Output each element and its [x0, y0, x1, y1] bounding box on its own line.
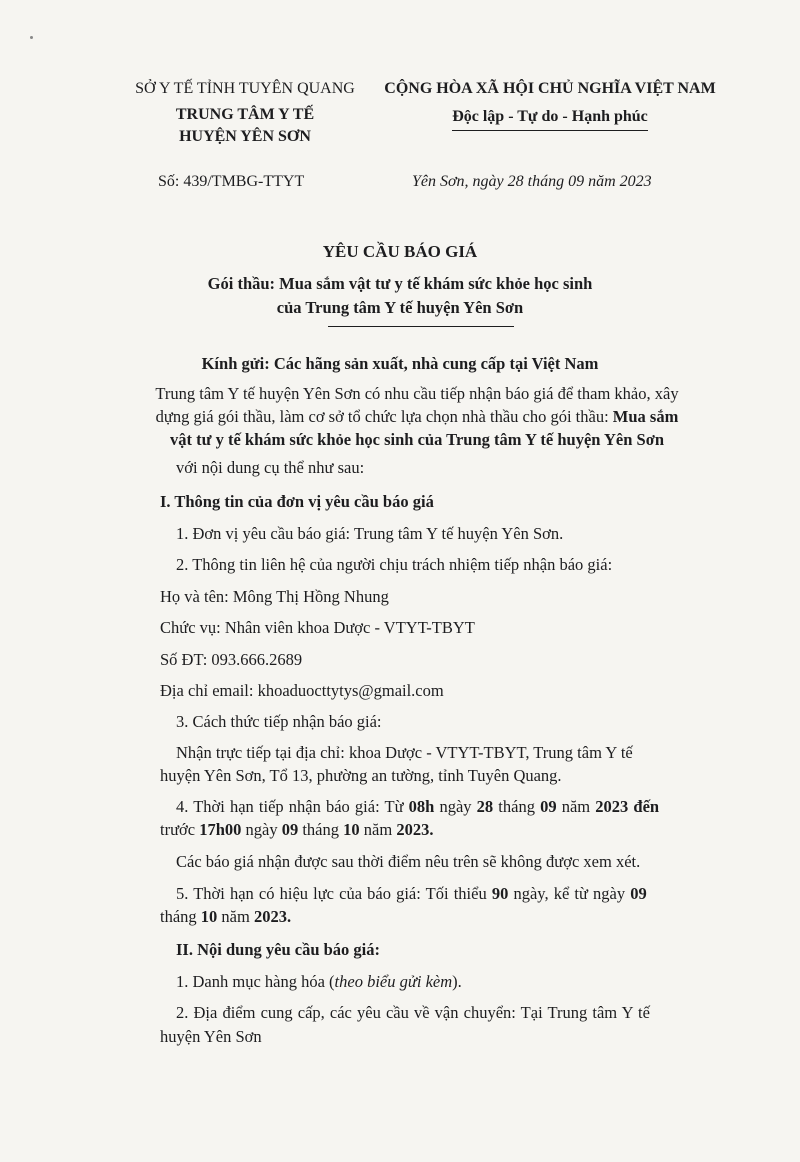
- item4-start-month: 09: [540, 797, 557, 816]
- item4-text-h: tháng: [302, 820, 340, 839]
- intro-line3: vật tư y tế khám sức khỏe học sinh của Trung tâm Y tế huyện Yên Sơn: [169, 430, 665, 449]
- section1-item5-line1: [176, 884, 647, 904]
- item4-text-f: trước: [160, 820, 196, 839]
- section1-item4-line2: [160, 820, 433, 840]
- section2-heading: II. Nội dung yêu cầu báo giá:: [176, 940, 381, 959]
- item4-start-day: 28: [476, 797, 494, 816]
- section1-item1: 1. Đơn vị yêu cầu báo giá: Trung tâm Y tế huyện Yên Sơn.: [176, 524, 564, 543]
- intro-line2: [128, 405, 706, 428]
- national-motto: Độc lập - Tự do - Hạnh phúc: [452, 106, 648, 131]
- item4-text-g: ngày: [245, 820, 278, 839]
- section2-item2-line2: huyện Yên Sơn: [160, 1027, 262, 1046]
- parent-agency: SỞ Y TẾ TỈNH TUYÊN QUANG: [135, 80, 355, 97]
- document-title: YÊU CẦU BÁO GIÁ: [322, 242, 478, 261]
- item5-text-d: năm: [221, 907, 250, 926]
- section1-item4-line1: [176, 797, 659, 817]
- section1-heading: I. Thông tin của đơn vị yêu cầu báo giá: [160, 492, 434, 511]
- document-number: Số: 439/TMBG-TTYT: [158, 173, 305, 190]
- republic-title: CỘNG HÒA XÃ HỘI CHỦ NGHĨA VIỆT NAM: [384, 80, 716, 97]
- intro-paragraph: [128, 382, 706, 451]
- item4-text-i: năm: [363, 820, 393, 839]
- item5-text-b: ngày, kể từ ngày: [513, 884, 626, 903]
- national-title-block: [360, 78, 740, 131]
- recipient-line: Kính gửi: Các hãng sản xuất, nhà cung cấp tại Việt Nam: [201, 354, 599, 373]
- item5-year: 2023.: [253, 907, 292, 926]
- item5-day: 09: [630, 884, 647, 903]
- item4-start-year: 2023: [595, 797, 629, 816]
- receive-line1: Nhận trực tiếp tại địa chỉ: khoa Dược - VTYT-TBYT, Trung tâm Y tế: [176, 743, 633, 762]
- item4-text-a: 4. Thời hạn tiếp nhận báo giá: Từ: [176, 797, 404, 816]
- package-title: [0, 272, 800, 320]
- unit-name-line2: HUYỆN YÊN SƠN: [179, 128, 311, 145]
- scan-speck: [30, 36, 33, 39]
- s2-item1-a: 1. Danh mục hàng hóa (: [176, 972, 335, 991]
- package-line2: của Trung tâm Y tế huyện Yên Sơn: [276, 298, 524, 317]
- document-date: Yên Sơn, ngày 28 tháng 09 năm 2023: [412, 173, 652, 190]
- section2-item1: [176, 972, 462, 992]
- title-underline: [328, 326, 514, 327]
- section1-item3: 3. Cách thức tiếp nhận báo giá:: [176, 712, 382, 731]
- contact-email: Địa chỉ email: khoaduocttytys@gmail.com: [160, 681, 444, 700]
- item4-text-b: ngày: [439, 797, 472, 816]
- contact-name: Họ và tên: Mông Thị Hồng Nhung: [160, 587, 389, 606]
- item4-end-month: 10: [343, 820, 360, 839]
- item4-end-time: 17h00: [199, 820, 242, 839]
- intro-line2-text: dựng giá gói thầu, làm cơ sở tổ chức lựa chọn nhà thầu cho gói thầu:: [155, 407, 609, 426]
- intro-line4: với nội dung cụ thể như sau:: [176, 458, 365, 477]
- section2-item2-line1: 2. Địa điểm cung cấp, các yêu cầu về vận chuyển: Tại Trung tâm Y tế: [176, 1003, 650, 1022]
- contact-position: Chức vụ: Nhân viên khoa Dược - VTYT-TBYT: [160, 618, 475, 637]
- receive-line2: huyện Yên Sơn, Tổ 13, phường an tường, tỉnh Tuyên Quang.: [160, 766, 562, 785]
- item4-text-d: năm: [561, 797, 591, 816]
- s2-item1-italic: theo biểu gửi kèm: [334, 972, 453, 991]
- item5-days: 90: [491, 884, 509, 903]
- item4-text-e: đến: [633, 797, 660, 816]
- section1-item5-line2: [160, 907, 291, 927]
- intro-line2-bold: Mua sắm: [612, 407, 679, 426]
- item4-end-day: 09: [281, 820, 299, 839]
- item5-text-c: tháng: [160, 907, 197, 926]
- late-submission-note: Các báo giá nhận được sau thời điểm nêu trên sẽ không được xem xét.: [176, 852, 641, 871]
- intro-line1: Trung tâm Y tế huyện Yên Sơn có nhu cầu tiếp nhận báo giá để tham khảo, xây: [155, 384, 679, 403]
- section1-item2: 2. Thông tin liên hệ của người chịu trách nhiệm tiếp nhận báo giá:: [176, 555, 613, 574]
- contact-phone: Số ĐT: 093.666.2689: [160, 650, 303, 669]
- item4-end-year: 2023.: [396, 820, 434, 839]
- item4-start-time: 08h: [408, 797, 435, 816]
- package-line1: Gói thầu: Mua sắm vật tư y tế khám sức khỏe học sinh: [207, 274, 593, 293]
- unit-name-line1: TRUNG TÂM Y TẾ: [175, 106, 315, 123]
- item4-text-c: tháng: [498, 797, 535, 816]
- s2-item1-b: ).: [452, 972, 462, 991]
- item5-text-a: 5. Thời hạn có hiệu lực của báo giá: Tối thiểu: [176, 884, 487, 903]
- item5-month: 10: [200, 907, 218, 926]
- issuing-agency-block: [110, 78, 380, 148]
